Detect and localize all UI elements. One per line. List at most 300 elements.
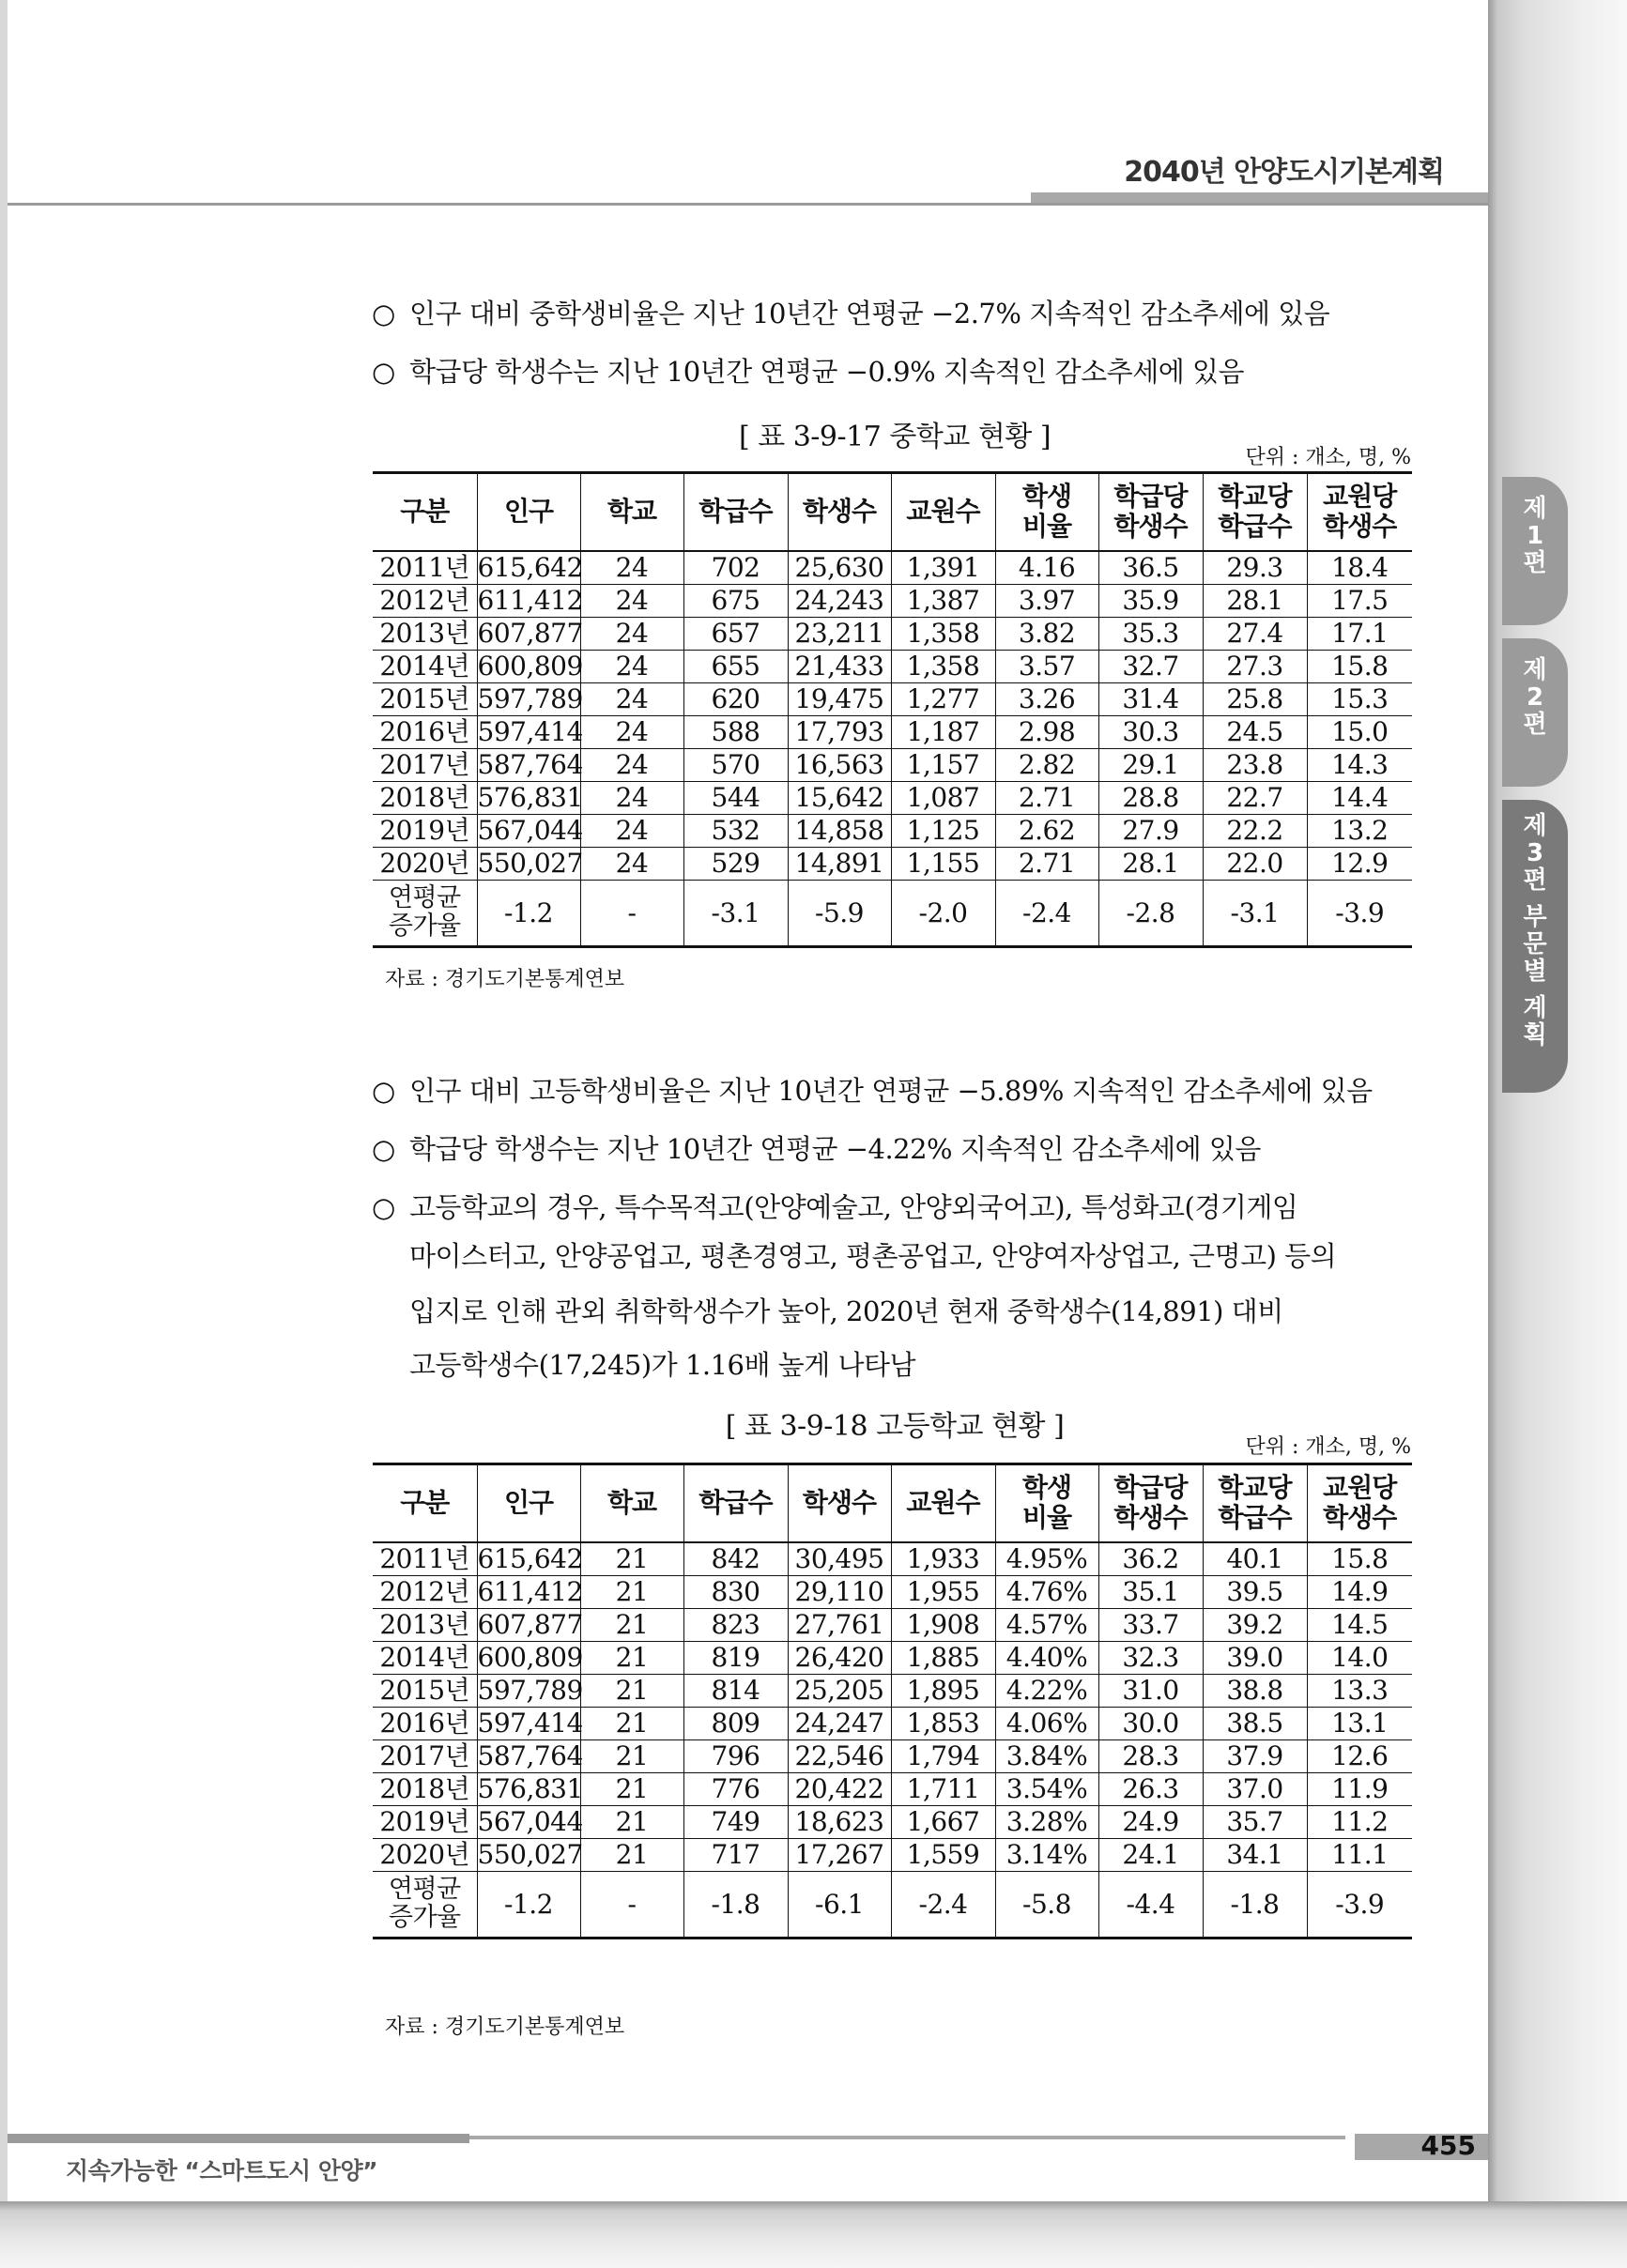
table-unit: 단위 : 개소, 명, % [1245,446,1411,469]
table-cell: 2013년 [373,617,477,650]
table-cell: 28.1 [1203,584,1307,617]
table-row [373,1739,1412,1772]
bullet-continuation: 고등학생수(17,245)가 1.16배 높게 나타남 [409,1349,915,1381]
table-cell: 20,422 [788,1772,891,1805]
table-cell: -1.2 [477,1871,580,1938]
table-cell: 615,642 [477,552,583,583]
circle-bullet-icon: ○ [372,356,395,388]
table-cell: 28.1 [1098,847,1203,880]
table-cell: 3.26 [995,682,1098,715]
table-cell: 2019년 [373,814,477,847]
table-cell: 26,420 [788,1641,891,1674]
table-cell: - [580,1871,683,1938]
table-cell: 27,761 [788,1608,891,1641]
table-cell: 24 [580,847,683,880]
table-cell: 24 [580,781,683,814]
table-unit: 단위 : 개소, 명, % [1245,1435,1411,1459]
table-cell: 29.3 [1203,551,1307,585]
column-header: 학생 비율 [995,1464,1098,1542]
table-cell: 842 [683,1542,788,1576]
section-tab-part3[interactable] [1502,800,1568,1093]
table-cell: -1.2 [477,880,580,946]
tab-char: 2 [1526,683,1544,712]
table-cell: 796 [683,1739,788,1772]
table-cell: 24,247 [788,1707,891,1739]
table-cell: 3.28% [995,1805,1098,1838]
table-cell: 24 [580,617,683,650]
table-cell: 2014년 [373,650,477,682]
table-cell: 1,794 [891,1739,995,1772]
page-edge-bottom [0,2201,1627,2268]
table-cell: 23.8 [1203,748,1307,781]
table-cell: 600,809 [477,651,583,682]
tab-char: 제 [1523,656,1547,684]
table-cell: 24 [580,551,683,585]
table-cell: 11.1 [1307,1838,1412,1871]
bullet-continuation: 입지로 인해 관외 취학학생수가 높아, 2020년 현재 중학생수(14,891) 대비 [409,1295,1283,1327]
table-cell: 2011년 [373,1542,477,1576]
table-cell: 814 [683,1674,788,1707]
table-cell: 2012년 [373,1575,477,1608]
table-cell: 2.82 [995,748,1098,781]
tab-char: 편 [1523,866,1547,895]
table-cell: 22.2 [1203,814,1307,847]
table-cell: 3.84% [995,1739,1098,1772]
table-cell: 4.16 [995,551,1098,585]
table-cell: 32.7 [1098,650,1203,682]
table-cell: 18,623 [788,1805,891,1838]
table-cell: 21 [580,1575,683,1608]
table-cell: 1,277 [891,682,995,715]
column-header: 학교당 학급수 [1203,473,1307,551]
table-cell: 14.0 [1307,1641,1412,1674]
document-page [8,0,1488,2201]
table-cell: 14.9 [1307,1575,1412,1608]
header-rule [8,203,1488,206]
table-cell: 28.3 [1098,1739,1203,1772]
table-cell: 2015년 [373,682,477,715]
tab-char: 제 [1523,812,1547,840]
footer-rule-thick [8,2134,469,2143]
table-cell: 4.95% [995,1542,1098,1576]
table-row [373,781,1412,814]
table-cell: 30.3 [1098,715,1203,748]
circle-bullet-icon: ○ [372,1133,395,1165]
table-cell: 611,412 [477,585,583,616]
table-cell: 819 [683,1641,788,1674]
table-cell: 1,358 [891,617,995,650]
table-cell: 27.4 [1203,617,1307,650]
column-header: 학교당 학급수 [1203,1464,1307,1542]
high-school-table [373,1463,1412,1939]
bullet-item [372,1070,1373,1109]
table-cell: 1,155 [891,847,995,880]
table-row [373,617,1412,650]
table-row [373,1542,1412,1576]
table-cell: 32.3 [1098,1641,1203,1674]
tab-char: 별 [1523,958,1547,986]
table-cell: 21 [580,1772,683,1805]
section-tab-part1[interactable] [1502,477,1568,625]
column-header: 학생 비율 [995,473,1098,551]
table-cell: 31.0 [1098,1674,1203,1707]
table-cell: 1,853 [891,1707,995,1739]
table-cell: 550,027 [477,1839,583,1870]
table-cell: 39.2 [1203,1608,1307,1641]
table-header-row [373,1464,1412,1542]
table-cell: 24.5 [1203,715,1307,748]
column-header: 학생수 [788,473,891,551]
table-cell: 14,858 [788,814,891,847]
page-edge-right [1488,0,1627,2268]
table-row [373,814,1412,847]
column-header: 구분 [373,473,477,551]
table-cell: 21 [580,1641,683,1674]
table-cell: 567,044 [477,1806,583,1837]
table-cell: -3.1 [1203,880,1307,946]
bullet-item [372,293,1329,331]
bullet-text: 학급당 학생수는 지난 10년간 연평균 −4.22% 지속적인 감소추세에 있음 [409,1133,1261,1165]
table-row [373,1805,1412,1838]
bullet-continuation: 마이스터고, 안양공업고, 평촌경영고, 평촌공업고, 안양여자상업고, 근명고) 등의 [409,1240,1337,1272]
table-cell: 2012년 [373,584,477,617]
table-cell: 607,877 [477,618,583,649]
table-cell: 15.8 [1307,650,1412,682]
header-title: 2040년 안양도시기본계획 [1124,156,1444,189]
table-cell: 11.2 [1307,1805,1412,1838]
table-row [373,1575,1412,1608]
table-cell: 1,933 [891,1542,995,1576]
table-cell: 830 [683,1575,788,1608]
table-cell: 40.1 [1203,1542,1307,1576]
table-cell: 4.57% [995,1608,1098,1641]
table-cell: 2020년 [373,847,477,880]
table-cell: 35.9 [1098,584,1203,617]
table-cell: 25,205 [788,1674,891,1707]
table-row [373,551,1412,585]
table-cell: 1,895 [891,1674,995,1707]
table-cell: 15.0 [1307,715,1412,748]
tab-char: 편 [1523,549,1547,577]
column-header: 인구 [477,1464,580,1542]
table-cell: 25,630 [788,551,891,585]
table-cell: 21 [580,1838,683,1871]
table-row [373,715,1412,748]
table-cell: 13.3 [1307,1674,1412,1707]
table-row [373,1641,1412,1674]
table-cell: -3.9 [1307,880,1412,946]
table-cell: 14.4 [1307,781,1412,814]
table-cell: 675 [683,584,788,617]
table-header-row [373,473,1412,551]
column-header: 학교 [580,473,683,551]
section-tab-part2[interactable] [1502,638,1568,787]
table-cell: 544 [683,781,788,814]
middle-school-table [373,471,1412,948]
table-cell: 3.97 [995,584,1098,617]
table-cell: 570 [683,748,788,781]
table-row [373,650,1412,682]
table-cell: 1,087 [891,781,995,814]
table-cell: 2013년 [373,1608,477,1641]
table-cell: 12.6 [1307,1739,1412,1772]
table-cell: 35.3 [1098,617,1203,650]
circle-bullet-icon: ○ [372,1075,395,1107]
table-cell: 749 [683,1805,788,1838]
table-cell: 39.0 [1203,1641,1307,1674]
table-cell: 4.22% [995,1674,1098,1707]
tab-char: 획 [1523,1021,1547,1050]
table-cell: -3.9 [1307,1871,1412,1938]
table-row [373,1838,1412,1871]
table-cell: 2.62 [995,814,1098,847]
table-cell: 600,809 [477,1642,583,1673]
table-cell: 29,110 [788,1575,891,1608]
column-header: 인구 [477,473,580,551]
table-cell: 1,358 [891,650,995,682]
table-cell: 1,125 [891,814,995,847]
page-edge-left [0,0,8,2268]
table-cell: 21 [580,1674,683,1707]
bullet-text: 고등학교의 경우, 특수목적고(안양예술고, 안양외국어고), 특성화고(경기게임 [409,1191,1298,1223]
column-header: 학급수 [683,1464,788,1542]
table-cell: 2016년 [373,715,477,748]
table-cell: 776 [683,1772,788,1805]
table-cell: -5.8 [995,1871,1098,1938]
table-cell: -4.4 [1098,1871,1203,1938]
table-cell: 34.1 [1203,1838,1307,1871]
bullet-text: 학급당 학생수는 지난 10년간 연평균 −0.9% 지속적인 감소추세에 있음 [409,356,1244,388]
table-cell: 620 [683,682,788,715]
column-header: 학급당 학생수 [1098,473,1203,551]
table-cell: 1,187 [891,715,995,748]
table-cell: 12.9 [1307,847,1412,880]
table-cell: 14,891 [788,847,891,880]
table-cell: 35.7 [1203,1805,1307,1838]
table-cell: -1.8 [683,1871,788,1938]
table-cell: 588 [683,715,788,748]
tab-char: 3 [1526,839,1544,867]
table-cell: 4.40% [995,1641,1098,1674]
table-cell: -2.4 [891,1871,995,1938]
table-cell: 2.71 [995,847,1098,880]
table-cell: 3.82 [995,617,1098,650]
table-cell: 576,831 [477,782,583,813]
table-cell: 597,414 [477,716,583,747]
column-header: 학급당 학생수 [1098,1464,1203,1542]
table-cell: 22.0 [1203,847,1307,880]
table-cell: 29.1 [1098,748,1203,781]
table-row [373,584,1412,617]
table-cell: 4.06% [995,1707,1098,1739]
table-cell: 15.3 [1307,682,1412,715]
column-header: 학생수 [788,1464,891,1542]
table-cell: 2018년 [373,781,477,814]
bullet-item [372,1187,1297,1225]
table-cell: 587,764 [477,1740,583,1771]
table-cell: 597,414 [477,1708,583,1739]
table-cell: 21 [580,1542,683,1576]
table-cell: 809 [683,1707,788,1739]
table-cell: 587,764 [477,749,583,780]
table-cell: 567,044 [477,815,583,846]
circle-bullet-icon: ○ [372,1191,395,1223]
table-cell: 24,243 [788,584,891,617]
table-cell: -5.9 [788,880,891,946]
bullet-text: 인구 대비 중학생비율은 지난 10년간 연평균 −2.7% 지속적인 감소추세에 있음 [409,298,1330,329]
table-cell: 2015년 [373,1674,477,1707]
table-cell: 2011년 [373,551,477,585]
table-cell: 550,027 [477,848,583,879]
table-row [373,1674,1412,1707]
tab-char: 계 [1523,994,1547,1022]
table-cell: 21 [580,1608,683,1641]
average-growth-row [373,880,1412,946]
table-cell: 717 [683,1838,788,1871]
table-cell: -2.8 [1098,880,1203,946]
table-cell: 3.57 [995,650,1098,682]
table-cell: 24 [580,682,683,715]
table-cell: 17,267 [788,1838,891,1871]
table-cell: 823 [683,1608,788,1641]
table-cell: 27.3 [1203,650,1307,682]
table-cell: -6.1 [788,1871,891,1938]
table-cell: 2.71 [995,781,1098,814]
table-row [373,1772,1412,1805]
table-source: 자료 : 경기도기본통계연보 [385,968,625,991]
bullet-text: 인구 대비 고등학생비율은 지난 10년간 연평균 −5.89% 지속적인 감소추세에 있음 [409,1075,1373,1107]
table-row [373,1608,1412,1641]
table-cell: 연평균 증가율 [373,1871,477,1938]
table-cell: 13.2 [1307,814,1412,847]
table-caption: [ 표 3-9-17 중학교 현황 ] [738,421,1051,453]
table-cell: 31.4 [1098,682,1203,715]
table-cell: 611,412 [477,1576,583,1607]
table-row [373,1707,1412,1739]
table-cell: 24 [580,715,683,748]
table-cell: 24 [580,814,683,847]
table-cell: 25.8 [1203,682,1307,715]
table-row [373,847,1412,880]
table-cell: 36.5 [1098,551,1203,585]
table-cell: 1,157 [891,748,995,781]
table-cell: 18.4 [1307,551,1412,585]
tab-char: 제 [1523,495,1547,523]
table-cell: 529 [683,847,788,880]
table-cell: 3.14% [995,1838,1098,1871]
column-header: 교원당 학생수 [1307,1464,1412,1542]
table-cell: 22,546 [788,1739,891,1772]
table-cell: 615,642 [477,1543,583,1574]
table-cell: 14.5 [1307,1608,1412,1641]
table-cell: 24.9 [1098,1805,1203,1838]
table-cell: -1.8 [1203,1871,1307,1938]
table-row [373,682,1412,715]
tab-char: 1 [1526,522,1544,550]
table-cell: 2017년 [373,748,477,781]
tab-char: 편 [1523,711,1547,739]
table-cell: - [580,880,683,946]
table-cell: 26.3 [1098,1772,1203,1805]
table-cell: 38.5 [1203,1707,1307,1739]
tab-char: 부 [1523,903,1547,931]
table-cell: 17.5 [1307,584,1412,617]
table-cell: 21 [580,1805,683,1838]
table-cell: 597,789 [477,1675,583,1706]
table-cell: 21 [580,1739,683,1772]
table-cell: 532 [683,814,788,847]
table-cell: 21,433 [788,650,891,682]
table-cell: 15.8 [1307,1542,1412,1576]
column-header: 구분 [373,1464,477,1542]
table-cell: 38.8 [1203,1674,1307,1707]
table-cell: 655 [683,650,788,682]
table-cell: 21 [580,1707,683,1739]
table-cell: 15,642 [788,781,891,814]
table-cell: 1,387 [891,584,995,617]
table-cell: 35.1 [1098,1575,1203,1608]
table-cell: 28.8 [1098,781,1203,814]
table-source: 자료 : 경기도기본통계연보 [385,2015,625,2039]
table-cell: 702 [683,551,788,585]
page-number: 455 [1420,2130,1476,2161]
table-cell: 24 [580,584,683,617]
table-cell: 16,563 [788,748,891,781]
table-cell: 1,559 [891,1838,995,1871]
table-cell: -3.1 [683,880,788,946]
table-cell: 1,667 [891,1805,995,1838]
table-cell: 2017년 [373,1739,477,1772]
table-cell: 2014년 [373,1641,477,1674]
circle-bullet-icon: ○ [372,298,395,329]
column-header: 학급수 [683,473,788,551]
table-cell: 3.54% [995,1772,1098,1805]
column-header: 교원수 [891,1464,995,1542]
table-cell: 1,885 [891,1641,995,1674]
table-cell: 37.0 [1203,1772,1307,1805]
table-caption: [ 표 3-9-18 고등학교 현황 ] [725,1410,1065,1443]
table-cell: 33.7 [1098,1608,1203,1641]
table-cell: 19,475 [788,682,891,715]
table-cell: 11.9 [1307,1772,1412,1805]
table-cell: 1,711 [891,1772,995,1805]
table-cell: 13.1 [1307,1707,1412,1739]
table-cell: -2.0 [891,880,995,946]
table-cell: 36.2 [1098,1542,1203,1576]
table-cell: 17,793 [788,715,891,748]
average-growth-row [373,1871,1412,1938]
table-cell: 1,391 [891,551,995,585]
table-cell: 27.9 [1098,814,1203,847]
table-cell: 17.1 [1307,617,1412,650]
tab-char: 문 [1523,930,1547,958]
table-cell: 30,495 [788,1542,891,1576]
table-cell: 30.0 [1098,1707,1203,1739]
table-row [373,748,1412,781]
table-cell: 39.5 [1203,1575,1307,1608]
table-cell: 1,908 [891,1608,995,1641]
table-cell: 23,211 [788,617,891,650]
table-cell: 14.3 [1307,748,1412,781]
table-cell: 37.9 [1203,1739,1307,1772]
table-cell: 2020년 [373,1838,477,1871]
table-cell: 597,789 [477,683,583,714]
table-cell: 657 [683,617,788,650]
bullet-item [372,1128,1261,1167]
table-cell: 2016년 [373,1707,477,1739]
table-cell: 1,955 [891,1575,995,1608]
bullet-item [372,351,1244,390]
